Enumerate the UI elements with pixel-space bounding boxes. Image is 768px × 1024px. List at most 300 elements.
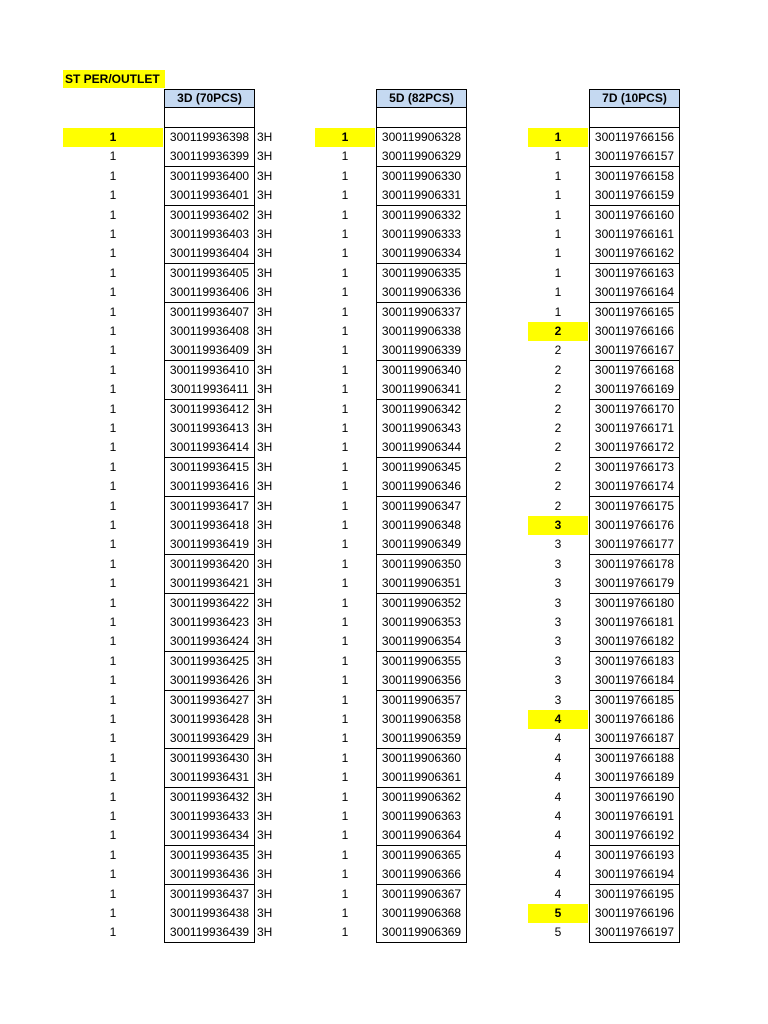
qty-cell: 1: [109, 634, 117, 648]
code-cell: 300119906363: [376, 807, 467, 827]
code-cell: 300119766156: [589, 128, 680, 148]
code-cell: 300119906351: [376, 574, 467, 594]
qty-cell: 1: [341, 712, 349, 726]
code-cell: 300119936412: [164, 400, 255, 420]
qty-cell: 1: [109, 809, 117, 823]
code-cell: 300119936433: [164, 807, 255, 827]
code-cell: 300119906367: [376, 885, 467, 905]
code-cell: 300119936410: [164, 361, 255, 381]
code-cell: 300119906329: [376, 147, 467, 167]
qty-cell: 1: [109, 324, 117, 338]
code-cell: 300119936423: [164, 613, 255, 633]
qty-cell: 1: [109, 402, 117, 416]
suffix-cell: 3H: [257, 188, 273, 202]
qty-cell: 1: [109, 246, 117, 260]
code-cell: 300119936426: [164, 671, 255, 691]
qty-cell: 1: [554, 169, 562, 183]
suffix-cell: 3H: [257, 673, 273, 687]
code-cell: 300119766174: [589, 477, 680, 497]
qty-cell: 1: [341, 402, 349, 416]
code-cell: 300119936418: [164, 516, 255, 536]
code-cell: 300119936415: [164, 458, 255, 478]
code-cell: 300119906331: [376, 186, 467, 206]
code-cell: 300119936420: [164, 555, 255, 575]
qty-cell: 2: [554, 382, 562, 396]
suffix-cell: 3H: [257, 440, 273, 454]
qty-cell: 4: [554, 828, 562, 842]
suffix-cell: 3H: [257, 693, 273, 707]
qty-cell: 1: [341, 925, 349, 939]
code-cell: 300119936417: [164, 497, 255, 517]
code-cell: 300119766177: [589, 535, 680, 555]
code-cell: 300119906359: [376, 729, 467, 749]
code-cell: 300119766159: [589, 186, 680, 206]
qty-cell: 2: [554, 460, 562, 474]
suffix-cell: 3H: [257, 634, 273, 648]
code-cell: 300119766165: [589, 303, 680, 323]
code-cell: 300119936402: [164, 206, 255, 226]
qty-cell: 1: [109, 169, 117, 183]
code-cell: 300119906332: [376, 206, 467, 226]
suffix-cell: 3H: [257, 770, 273, 784]
qty-cell: 1: [109, 887, 117, 901]
code-cell: 300119906334: [376, 244, 467, 264]
qty-cell: 1: [109, 227, 117, 241]
qty-cell: 1: [341, 305, 349, 319]
qty-cell: 1: [109, 751, 117, 765]
code-cell: 300119906356: [376, 671, 467, 691]
code-cell: 300119906333: [376, 225, 467, 245]
qty-cell: 1: [341, 382, 349, 396]
qty-cell: 1: [341, 809, 349, 823]
code-cell: 300119906360: [376, 749, 467, 769]
qty-cell: 1: [109, 576, 117, 590]
code-cell: 300119906337: [376, 303, 467, 323]
code-cell: 300119766178: [589, 555, 680, 575]
qty-cell: 1: [63, 128, 163, 147]
code-cell: 300119766163: [589, 264, 680, 284]
code-cell: 300119906350: [376, 555, 467, 575]
qty-cell: 1: [341, 790, 349, 804]
code-cell: 300119906328: [376, 128, 467, 148]
qty-cell: 1: [109, 906, 117, 920]
qty-cell: 2: [554, 421, 562, 435]
code-cell: 300119766187: [589, 729, 680, 749]
qty-cell: 1: [109, 479, 117, 493]
suffix-cell: 3H: [257, 712, 273, 726]
qty-cell: 4: [554, 790, 562, 804]
qty-cell: 5: [554, 925, 562, 939]
qty-cell: 1: [341, 324, 349, 338]
qty-cell: 1: [109, 828, 117, 842]
code-cell: 300119766189: [589, 768, 680, 788]
qty-cell: 5: [528, 904, 588, 923]
code-cell: 300119766175: [589, 497, 680, 517]
suffix-cell: 3H: [257, 518, 273, 532]
code-cell: 300119906365: [376, 846, 467, 866]
qty-cell: 3: [554, 693, 562, 707]
qty-cell: 3: [554, 654, 562, 668]
suffix-cell: 3H: [257, 169, 273, 183]
qty-cell: 1: [341, 634, 349, 648]
qty-cell: 1: [341, 246, 349, 260]
code-cell: 300119766168: [589, 361, 680, 381]
qty-cell: 1: [554, 188, 562, 202]
code-cell: 300119766183: [589, 652, 680, 672]
code-cell: 300119906335: [376, 264, 467, 284]
qty-cell: 1: [341, 596, 349, 610]
code-cell: 300119906364: [376, 826, 467, 846]
code-cell: 300119906357: [376, 691, 467, 711]
qty-cell: 1: [341, 731, 349, 745]
qty-cell: 1: [341, 887, 349, 901]
qty-cell: 1: [341, 169, 349, 183]
qty-cell: 1: [109, 848, 117, 862]
qty-cell: 1: [341, 285, 349, 299]
qty-cell: 1: [341, 440, 349, 454]
code-cell: 300119936435: [164, 846, 255, 866]
suffix-cell: 3H: [257, 499, 273, 513]
code-cell: 300119766196: [589, 904, 680, 924]
code-cell: 300119906340: [376, 361, 467, 381]
qty-cell: 1: [109, 266, 117, 280]
blank-cell: [589, 108, 680, 128]
qty-cell: 1: [109, 343, 117, 357]
qty-cell: 1: [341, 654, 349, 668]
suffix-cell: 3H: [257, 324, 273, 338]
qty-cell: 1: [341, 770, 349, 784]
column-header-a: 3D (70PCS): [164, 89, 255, 108]
code-cell: 300119766182: [589, 632, 680, 652]
suffix-cell: 3H: [257, 266, 273, 280]
qty-cell: 3: [554, 557, 562, 571]
suffix-cell: 3H: [257, 596, 273, 610]
qty-cell: 1: [109, 925, 117, 939]
qty-cell: 1: [554, 246, 562, 260]
qty-cell: 1: [109, 596, 117, 610]
suffix-cell: 3H: [257, 731, 273, 745]
qty-cell: 3: [554, 634, 562, 648]
code-cell: 300119766164: [589, 283, 680, 303]
suffix-cell: 3H: [257, 246, 273, 260]
code-cell: 300119766184: [589, 671, 680, 691]
qty-cell: 1: [528, 128, 588, 147]
code-cell: 300119936404: [164, 244, 255, 264]
qty-cell: 1: [341, 576, 349, 590]
qty-cell: 1: [341, 867, 349, 881]
code-cell: 300119766170: [589, 400, 680, 420]
suffix-cell: 3H: [257, 848, 273, 862]
qty-cell: 1: [341, 537, 349, 551]
code-cell: 300119766176: [589, 516, 680, 536]
code-cell: 300119766161: [589, 225, 680, 245]
qty-cell: 4: [554, 887, 562, 901]
code-cell: 300119936424: [164, 632, 255, 652]
code-cell: 300119766169: [589, 380, 680, 400]
code-cell: 300119766185: [589, 691, 680, 711]
code-cell: 300119936411: [164, 380, 255, 400]
code-cell: 300119936407: [164, 303, 255, 323]
suffix-cell: 3H: [257, 557, 273, 571]
suffix-cell: 3H: [257, 925, 273, 939]
qty-cell: 1: [109, 654, 117, 668]
code-cell: 300119766179: [589, 574, 680, 594]
code-cell: 300119936400: [164, 167, 255, 187]
code-cell: 300119936419: [164, 535, 255, 555]
code-cell: 300119766194: [589, 865, 680, 885]
qty-cell: 1: [109, 693, 117, 707]
qty-cell: 1: [109, 363, 117, 377]
code-cell: 300119766166: [589, 322, 680, 342]
code-cell: 300119936439: [164, 923, 255, 943]
code-cell: 300119906368: [376, 904, 467, 924]
code-cell: 300119936399: [164, 147, 255, 167]
code-cell: 300119766157: [589, 147, 680, 167]
suffix-cell: 3H: [257, 576, 273, 590]
code-cell: 300119766181: [589, 613, 680, 633]
suffix-cell: 3H: [257, 460, 273, 474]
qty-cell: 2: [554, 343, 562, 357]
code-cell: 300119766162: [589, 244, 680, 264]
code-cell: 300119906345: [376, 458, 467, 478]
blank-cell: [376, 108, 467, 128]
suffix-cell: 3H: [257, 867, 273, 881]
code-cell: 300119906346: [376, 477, 467, 497]
qty-cell: 4: [554, 848, 562, 862]
qty-cell: 1: [341, 363, 349, 377]
suffix-cell: 3H: [257, 130, 273, 144]
code-cell: 300119936409: [164, 341, 255, 361]
qty-cell: 3: [554, 576, 562, 590]
qty-cell: 1: [109, 518, 117, 532]
qty-cell: 1: [109, 499, 117, 513]
qty-cell: 1: [109, 149, 117, 163]
qty-cell: 1: [109, 712, 117, 726]
qty-cell: 3: [554, 596, 562, 610]
qty-cell: 1: [109, 867, 117, 881]
qty-cell: 1: [109, 557, 117, 571]
qty-cell: 1: [341, 693, 349, 707]
code-cell: 300119936437: [164, 885, 255, 905]
code-cell: 300119936434: [164, 826, 255, 846]
qty-cell: 1: [109, 440, 117, 454]
suffix-cell: 3H: [257, 828, 273, 842]
sheet-title: ST PER/OUTLET: [63, 70, 165, 88]
qty-cell: 4: [554, 809, 562, 823]
code-cell: 300119766180: [589, 594, 680, 614]
qty-cell: 4: [528, 710, 588, 729]
suffix-cell: 3H: [257, 149, 273, 163]
column-header-b: 5D (82PCS): [376, 89, 467, 108]
qty-cell: 3: [528, 516, 588, 535]
qty-cell: 1: [109, 790, 117, 804]
qty-cell: 1: [341, 615, 349, 629]
suffix-cell: 3H: [257, 479, 273, 493]
suffix-cell: 3H: [257, 809, 273, 823]
qty-cell: 1: [109, 770, 117, 784]
qty-cell: 2: [554, 402, 562, 416]
qty-cell: 1: [554, 227, 562, 241]
qty-cell: 1: [109, 615, 117, 629]
blank-cell: [164, 108, 255, 128]
code-cell: 300119766188: [589, 749, 680, 769]
code-cell: 300119766190: [589, 788, 680, 808]
code-cell: 300119936414: [164, 438, 255, 458]
qty-cell: 2: [554, 499, 562, 513]
suffix-cell: 3H: [257, 363, 273, 377]
suffix-cell: 3H: [257, 887, 273, 901]
code-cell: 300119766193: [589, 846, 680, 866]
code-cell: 300119766197: [589, 923, 680, 943]
code-cell: 300119766186: [589, 710, 680, 730]
suffix-cell: 3H: [257, 208, 273, 222]
qty-cell: 1: [341, 227, 349, 241]
qty-cell: 1: [109, 188, 117, 202]
qty-cell: 1: [341, 906, 349, 920]
qty-cell: 4: [554, 731, 562, 745]
code-cell: 300119766167: [589, 341, 680, 361]
qty-cell: 1: [554, 149, 562, 163]
qty-cell: 1: [554, 285, 562, 299]
qty-cell: 1: [341, 848, 349, 862]
qty-cell: 1: [341, 673, 349, 687]
qty-cell: 1: [109, 285, 117, 299]
qty-cell: 1: [109, 305, 117, 319]
code-cell: 300119906369: [376, 923, 467, 943]
code-cell: 300119906361: [376, 768, 467, 788]
suffix-cell: 3H: [257, 615, 273, 629]
qty-cell: 3: [554, 673, 562, 687]
column-header-c: 7D (10PCS): [589, 89, 680, 108]
qty-cell: 1: [341, 208, 349, 222]
code-cell: 300119936413: [164, 419, 255, 439]
qty-cell: 1: [341, 460, 349, 474]
qty-cell: 2: [554, 363, 562, 377]
qty-cell: 3: [554, 537, 562, 551]
code-cell: 300119936406: [164, 283, 255, 303]
code-cell: 300119766160: [589, 206, 680, 226]
qty-cell: 1: [109, 421, 117, 435]
qty-cell: 4: [554, 751, 562, 765]
suffix-cell: 3H: [257, 305, 273, 319]
qty-cell: 1: [109, 731, 117, 745]
code-cell: 300119906339: [376, 341, 467, 361]
code-cell: 300119906349: [376, 535, 467, 555]
code-cell: 300119906343: [376, 419, 467, 439]
qty-cell: 1: [315, 128, 375, 147]
suffix-cell: 3H: [257, 382, 273, 396]
code-cell: 300119906352: [376, 594, 467, 614]
code-cell: 300119766172: [589, 438, 680, 458]
code-cell: 300119936438: [164, 904, 255, 924]
suffix-cell: 3H: [257, 790, 273, 804]
qty-cell: 1: [109, 382, 117, 396]
code-cell: 300119936422: [164, 594, 255, 614]
qty-cell: 1: [109, 460, 117, 474]
suffix-cell: 3H: [257, 343, 273, 357]
suffix-cell: 3H: [257, 537, 273, 551]
qty-cell: 1: [341, 499, 349, 513]
code-cell: 300119936408: [164, 322, 255, 342]
qty-cell: 1: [341, 828, 349, 842]
qty-cell: 1: [341, 343, 349, 357]
code-cell: 300119906336: [376, 283, 467, 303]
qty-cell: 1: [109, 208, 117, 222]
code-cell: 300119906330: [376, 167, 467, 187]
code-cell: 300119936421: [164, 574, 255, 594]
qty-cell: 1: [341, 479, 349, 493]
code-cell: 300119936427: [164, 691, 255, 711]
code-cell: 300119936405: [164, 264, 255, 284]
code-cell: 300119936429: [164, 729, 255, 749]
suffix-cell: 3H: [257, 402, 273, 416]
code-cell: 300119906348: [376, 516, 467, 536]
code-cell: 300119936403: [164, 225, 255, 245]
suffix-cell: 3H: [257, 421, 273, 435]
qty-cell: 1: [341, 266, 349, 280]
code-cell: 300119906338: [376, 322, 467, 342]
code-cell: 300119906344: [376, 438, 467, 458]
suffix-cell: 3H: [257, 906, 273, 920]
qty-cell: 2: [528, 322, 588, 341]
qty-cell: 1: [554, 208, 562, 222]
qty-cell: 1: [341, 149, 349, 163]
code-cell: 300119906342: [376, 400, 467, 420]
code-cell: 300119766191: [589, 807, 680, 827]
code-cell: 300119936430: [164, 749, 255, 769]
code-cell: 300119906341: [376, 380, 467, 400]
code-cell: 300119936428: [164, 710, 255, 730]
code-cell: 300119906354: [376, 632, 467, 652]
suffix-cell: 3H: [257, 751, 273, 765]
code-cell: 300119906347: [376, 497, 467, 517]
suffix-cell: 3H: [257, 654, 273, 668]
code-cell: 300119936398: [164, 128, 255, 148]
code-cell: 300119906355: [376, 652, 467, 672]
suffix-cell: 3H: [257, 285, 273, 299]
qty-cell: 1: [554, 305, 562, 319]
qty-cell: 1: [341, 421, 349, 435]
code-cell: 300119906353: [376, 613, 467, 633]
code-cell: 300119906362: [376, 788, 467, 808]
suffix-cell: 3H: [257, 227, 273, 241]
code-cell: 300119766173: [589, 458, 680, 478]
code-cell: 300119766158: [589, 167, 680, 187]
code-cell: 300119766171: [589, 419, 680, 439]
code-cell: 300119766192: [589, 826, 680, 846]
qty-cell: 1: [109, 673, 117, 687]
qty-cell: 2: [554, 479, 562, 493]
qty-cell: 1: [341, 518, 349, 532]
qty-cell: 4: [554, 770, 562, 784]
code-cell: 300119906366: [376, 865, 467, 885]
code-cell: 300119936432: [164, 788, 255, 808]
code-cell: 300119936425: [164, 652, 255, 672]
code-cell: 300119766195: [589, 885, 680, 905]
code-cell: 300119936416: [164, 477, 255, 497]
code-cell: 300119936431: [164, 768, 255, 788]
qty-cell: 1: [341, 751, 349, 765]
code-cell: 300119936436: [164, 865, 255, 885]
qty-cell: 3: [554, 615, 562, 629]
qty-cell: 1: [554, 266, 562, 280]
qty-cell: 2: [554, 440, 562, 454]
qty-cell: 4: [554, 867, 562, 881]
code-cell: 300119936401: [164, 186, 255, 206]
code-cell: 300119906358: [376, 710, 467, 730]
qty-cell: 1: [341, 557, 349, 571]
qty-cell: 1: [341, 188, 349, 202]
